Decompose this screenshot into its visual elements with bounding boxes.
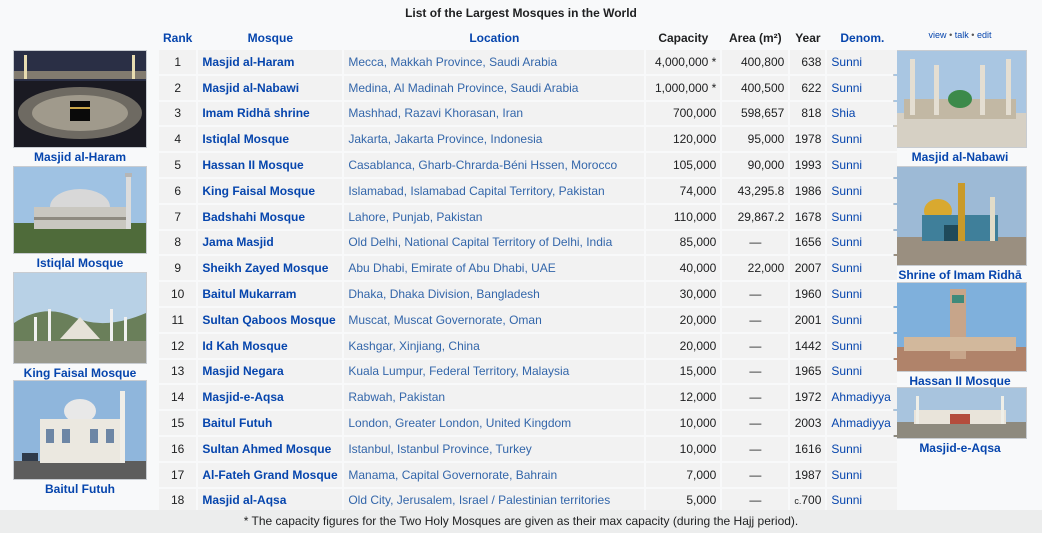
- masjid-e-aqsa-photo[interactable]: [893, 387, 1027, 439]
- area-cell: 95,000: [722, 127, 788, 151]
- mosque-link[interactable]: Istiqlal Mosque: [198, 127, 342, 151]
- location-cell[interactable]: Abu Dhabi, Emirate of Abu Dhabi, UAE: [344, 256, 644, 280]
- table-row: [159, 437, 897, 461]
- vte-separator: •: [949, 30, 953, 40]
- denomination-link[interactable]: Sunni: [827, 334, 897, 358]
- edit-link[interactable]: edit: [976, 30, 992, 40]
- table-row: [159, 282, 897, 306]
- location-cell[interactable]: London, Greater London, United Kingdom: [344, 411, 644, 435]
- area-cell: —: [722, 489, 788, 513]
- mosque-link[interactable]: Masjid al-Aqsa: [198, 489, 342, 513]
- mosque-link[interactable]: Masjid al-Haram: [198, 50, 342, 74]
- year-cell: 1972: [790, 385, 825, 409]
- location-cell[interactable]: Old Delhi, National Capital Territory of Delhi, India: [344, 231, 644, 255]
- rank-cell: 16: [159, 437, 196, 461]
- year-cell: 1978: [790, 127, 825, 151]
- location-cell[interactable]: Dhaka, Dhaka Division, Bangladesh: [344, 282, 644, 306]
- denomination-link[interactable]: Sunni: [827, 437, 897, 461]
- denomination-link[interactable]: Sunni: [827, 50, 897, 74]
- denomination-link[interactable]: Shia: [827, 102, 897, 126]
- year-cell: 1986: [790, 179, 825, 203]
- column-header-area[interactable]: Area (m²): [722, 28, 788, 48]
- area-cell: —: [722, 437, 788, 461]
- image-caption[interactable]: Masjid al-Nabawi: [911, 150, 1009, 164]
- capacity-cell: 12,000: [646, 385, 720, 409]
- area-cell: —: [722, 231, 788, 255]
- area-cell: 22,000: [722, 256, 788, 280]
- location-cell[interactable]: Medina, Al Madinah Province, Saudi Arabia: [344, 76, 644, 100]
- table-row: [159, 127, 897, 151]
- capacity-cell: 120,000: [646, 127, 720, 151]
- area-cell: —: [722, 308, 788, 332]
- image-masjid-al-haram[interactable]: [13, 50, 147, 164]
- mosque-link[interactable]: King Faisal Mosque: [198, 179, 342, 203]
- image-baitul-futuh[interactable]: [13, 380, 147, 496]
- image-shrine-of-imam-ridha[interactable]: [893, 166, 1027, 282]
- area-cell: —: [722, 411, 788, 435]
- rank-cell: 15: [159, 411, 196, 435]
- image-caption[interactable]: Hassan II Mosque: [909, 374, 1011, 388]
- table-header-row: [159, 28, 897, 48]
- table-row: [159, 463, 897, 487]
- circa-prefix: c.: [794, 496, 802, 507]
- capacity-cell: 105,000: [646, 153, 720, 177]
- location-cell[interactable]: Jakarta, Jakarta Province, Indonesia: [344, 127, 644, 151]
- rank-cell: 1: [159, 50, 196, 74]
- year-cell: 2001: [790, 308, 825, 332]
- rank-cell: 2: [159, 76, 196, 100]
- rank-cell: 6: [159, 179, 196, 203]
- shrine-of-imam-ridha-photo[interactable]: [893, 166, 1027, 266]
- rank-cell: 8: [159, 231, 196, 255]
- mosque-link[interactable]: Baitul Futuh: [198, 411, 342, 435]
- capacity-cell: 20,000: [646, 334, 720, 358]
- mosque-link[interactable]: Baitul Mukarram: [198, 282, 342, 306]
- rank-cell: 12: [159, 334, 196, 358]
- table-row: [159, 360, 897, 384]
- column-header-location[interactable]: Location: [344, 28, 644, 48]
- image-king-faisal-mosque[interactable]: [13, 272, 147, 380]
- mosque-link[interactable]: Masjid al-Nabawi: [198, 76, 342, 100]
- king-faisal-mosque-photo[interactable]: [13, 272, 147, 364]
- rank-cell: 11: [159, 308, 196, 332]
- year-cell: 638: [790, 50, 825, 74]
- denomination-link[interactable]: Sunni: [827, 308, 897, 332]
- table-row: [159, 50, 897, 74]
- year-cell: 1987: [790, 463, 825, 487]
- denomination-link[interactable]: Sunni: [827, 256, 897, 280]
- rank-cell: 4: [159, 127, 196, 151]
- istiqlal-mosque-photo[interactable]: [13, 166, 147, 254]
- denomination-link[interactable]: Ahmadiyya: [827, 385, 897, 409]
- location-cell[interactable]: Muscat, Muscat Governorate, Oman: [344, 308, 644, 332]
- denomination-link[interactable]: Sunni: [827, 153, 897, 177]
- capacity-cell: 40,000: [646, 256, 720, 280]
- image-caption[interactable]: Shrine of Imam Ridhā: [898, 268, 1022, 282]
- table-row: [159, 334, 897, 358]
- rank-cell: 7: [159, 205, 196, 229]
- capacity-cell: 5,000: [646, 489, 720, 513]
- mosque-link[interactable]: Sultan Ahmed Mosque: [198, 437, 342, 461]
- rank-cell: 17: [159, 463, 196, 487]
- rank-cell: 18: [159, 489, 196, 513]
- year-cell: 2007: [790, 256, 825, 280]
- rank-cell: 13: [159, 360, 196, 384]
- table-row: [159, 153, 897, 177]
- mosques-table: [157, 26, 899, 514]
- footnote: * The capacity figures for the Two Holy Mosques are given as their max capacity (during the Hajj period).: [0, 510, 1042, 533]
- view-link[interactable]: view: [928, 30, 947, 40]
- area-cell: 43,295.8: [722, 179, 788, 203]
- area-cell: 29,867.2: [722, 205, 788, 229]
- year-cell: 1993: [790, 153, 825, 177]
- mosque-link[interactable]: Hassan II Mosque: [198, 153, 342, 177]
- mosque-link[interactable]: Id Kah Mosque: [198, 334, 342, 358]
- column-header-rank[interactable]: Rank: [159, 28, 196, 48]
- area-cell: —: [722, 334, 788, 358]
- table-row: [159, 489, 897, 513]
- mosque-link[interactable]: Masjid Negara: [198, 360, 342, 384]
- image-caption[interactable]: Masjid-e-Aqsa: [919, 441, 1001, 455]
- year-value: 700: [801, 493, 822, 508]
- capacity-cell: 10,000: [646, 411, 720, 435]
- area-cell: 598,657: [722, 102, 788, 126]
- year-cell: 1442: [790, 334, 825, 358]
- rank-cell: 10: [159, 282, 196, 306]
- mosque-link[interactable]: Badshahi Mosque: [198, 205, 342, 229]
- capacity-cell: 15,000: [646, 360, 720, 384]
- table-row: [159, 76, 897, 100]
- location-cell[interactable]: Mashhad, Razavi Khorasan, Iran: [344, 102, 644, 126]
- year-cell: 1678: [790, 205, 825, 229]
- year-cell: 1965: [790, 360, 825, 384]
- table-row: [159, 205, 897, 229]
- vte-separator: •: [971, 30, 975, 40]
- denomination-link[interactable]: Sunni: [827, 179, 897, 203]
- table-row: [159, 231, 897, 255]
- area-cell: —: [722, 360, 788, 384]
- location-cell[interactable]: Manama, Capital Governorate, Bahrain: [344, 463, 644, 487]
- navbox-vte: [893, 30, 1027, 40]
- area-cell: 400,800: [722, 50, 788, 74]
- rank-cell: 14: [159, 385, 196, 409]
- mosque-link[interactable]: Al-Fateh Grand Mosque: [198, 463, 342, 487]
- capacity-cell: 700,000: [646, 102, 720, 126]
- mosque-link[interactable]: Jama Masjid: [198, 231, 342, 255]
- denomination-link[interactable]: Sunni: [827, 127, 897, 151]
- capacity-cell: 10,000: [646, 437, 720, 461]
- rank-cell: 3: [159, 102, 196, 126]
- hassan-ii-mosque-photo[interactable]: [893, 282, 1027, 372]
- area-cell: —: [722, 282, 788, 306]
- capacity-cell: 7,000: [646, 463, 720, 487]
- denomination-link[interactable]: Sunni: [827, 360, 897, 384]
- image-caption[interactable]: Baitul Futuh: [45, 482, 115, 496]
- area-cell: 400,500: [722, 76, 788, 100]
- denomination-link[interactable]: Sunni: [827, 463, 897, 487]
- year-cell: 622: [790, 76, 825, 100]
- rank-cell: 9: [159, 256, 196, 280]
- year-cell: 2003: [790, 411, 825, 435]
- rank-cell: 5: [159, 153, 196, 177]
- capacity-cell: 1,000,000 *: [646, 76, 720, 100]
- year-cell: 1656: [790, 231, 825, 255]
- denomination-link[interactable]: Sunni: [827, 489, 897, 513]
- table-row: [159, 102, 897, 126]
- mosque-link[interactable]: Sultan Qaboos Mosque: [198, 308, 342, 332]
- capacity-cell: 74,000: [646, 179, 720, 203]
- location-cell[interactable]: Old City, Jerusalem, Israel / Palestinian territories: [344, 489, 644, 513]
- masjid-al-haram-photo[interactable]: [13, 50, 147, 148]
- year-cell: 818: [790, 102, 825, 126]
- area-cell: 90,000: [722, 153, 788, 177]
- location-cell[interactable]: Istanbul, Istanbul Province, Turkey: [344, 437, 644, 461]
- column-header-capacity[interactable]: Capacity: [646, 28, 720, 48]
- area-cell: —: [722, 463, 788, 487]
- mosque-link[interactable]: Masjid-e-Aqsa: [198, 385, 342, 409]
- denomination-link[interactable]: Ahmadiyya: [827, 411, 897, 435]
- capacity-cell: 4,000,000 *: [646, 50, 720, 74]
- denomination-link[interactable]: Sunni: [827, 205, 897, 229]
- year-cell: 1616: [790, 437, 825, 461]
- location-cell[interactable]: Kuala Lumpur, Federal Territory, Malaysia: [344, 360, 644, 384]
- denomination-link[interactable]: Sunni: [827, 282, 897, 306]
- location-cell[interactable]: Lahore, Punjab, Pakistan: [344, 205, 644, 229]
- table-caption: List of the Largest Mosques in the World: [405, 6, 637, 20]
- talk-link[interactable]: talk: [954, 30, 969, 40]
- area-cell: —: [722, 385, 788, 409]
- capacity-cell: 30,000: [646, 282, 720, 306]
- location-cell[interactable]: Islamabad, Islamabad Capital Territory, Pakistan: [344, 179, 644, 203]
- location-cell[interactable]: Rabwah, Pakistan: [344, 385, 644, 409]
- mosque-link[interactable]: Imam Ridhā shrine: [198, 102, 342, 126]
- location-cell[interactable]: Kashgar, Xinjiang, China: [344, 334, 644, 358]
- year-cell: [790, 489, 825, 513]
- image-masjid-e-aqsa[interactable]: [893, 387, 1027, 455]
- table-row: [159, 179, 897, 203]
- mosque-link[interactable]: Sheikh Zayed Mosque: [198, 256, 342, 280]
- table-row: [159, 411, 897, 435]
- masjid-al-nabawi-photo[interactable]: [893, 50, 1027, 148]
- image-istiqlal-mosque[interactable]: [13, 166, 147, 270]
- denomination-link[interactable]: Sunni: [827, 231, 897, 255]
- table-row: [159, 308, 897, 332]
- capacity-cell: 20,000: [646, 308, 720, 332]
- location-cell[interactable]: Casablanca, Gharb-Chrarda-Béni Hssen, Morocco: [344, 153, 644, 177]
- column-header-mosque[interactable]: Mosque: [198, 28, 342, 48]
- image-caption[interactable]: King Faisal Mosque: [23, 366, 137, 380]
- denomination-link[interactable]: Sunni: [827, 76, 897, 100]
- baitul-futuh-photo[interactable]: [13, 380, 147, 480]
- column-header-year[interactable]: Year: [790, 28, 825, 48]
- table-row: [159, 256, 897, 280]
- capacity-cell: 85,000: [646, 231, 720, 255]
- location-cell[interactable]: Mecca, Makkah Province, Saudi Arabia: [344, 50, 644, 74]
- image-caption[interactable]: Masjid al-Haram: [33, 150, 127, 164]
- year-cell: 1960: [790, 282, 825, 306]
- image-masjid-al-nabawi[interactable]: [893, 50, 1027, 164]
- table-row: [159, 385, 897, 409]
- column-header-denomination[interactable]: Denom.: [827, 28, 897, 48]
- capacity-cell: 110,000: [646, 205, 720, 229]
- image-caption[interactable]: Istiqlal Mosque: [36, 256, 124, 270]
- image-hassan-ii-mosque[interactable]: [893, 282, 1027, 388]
